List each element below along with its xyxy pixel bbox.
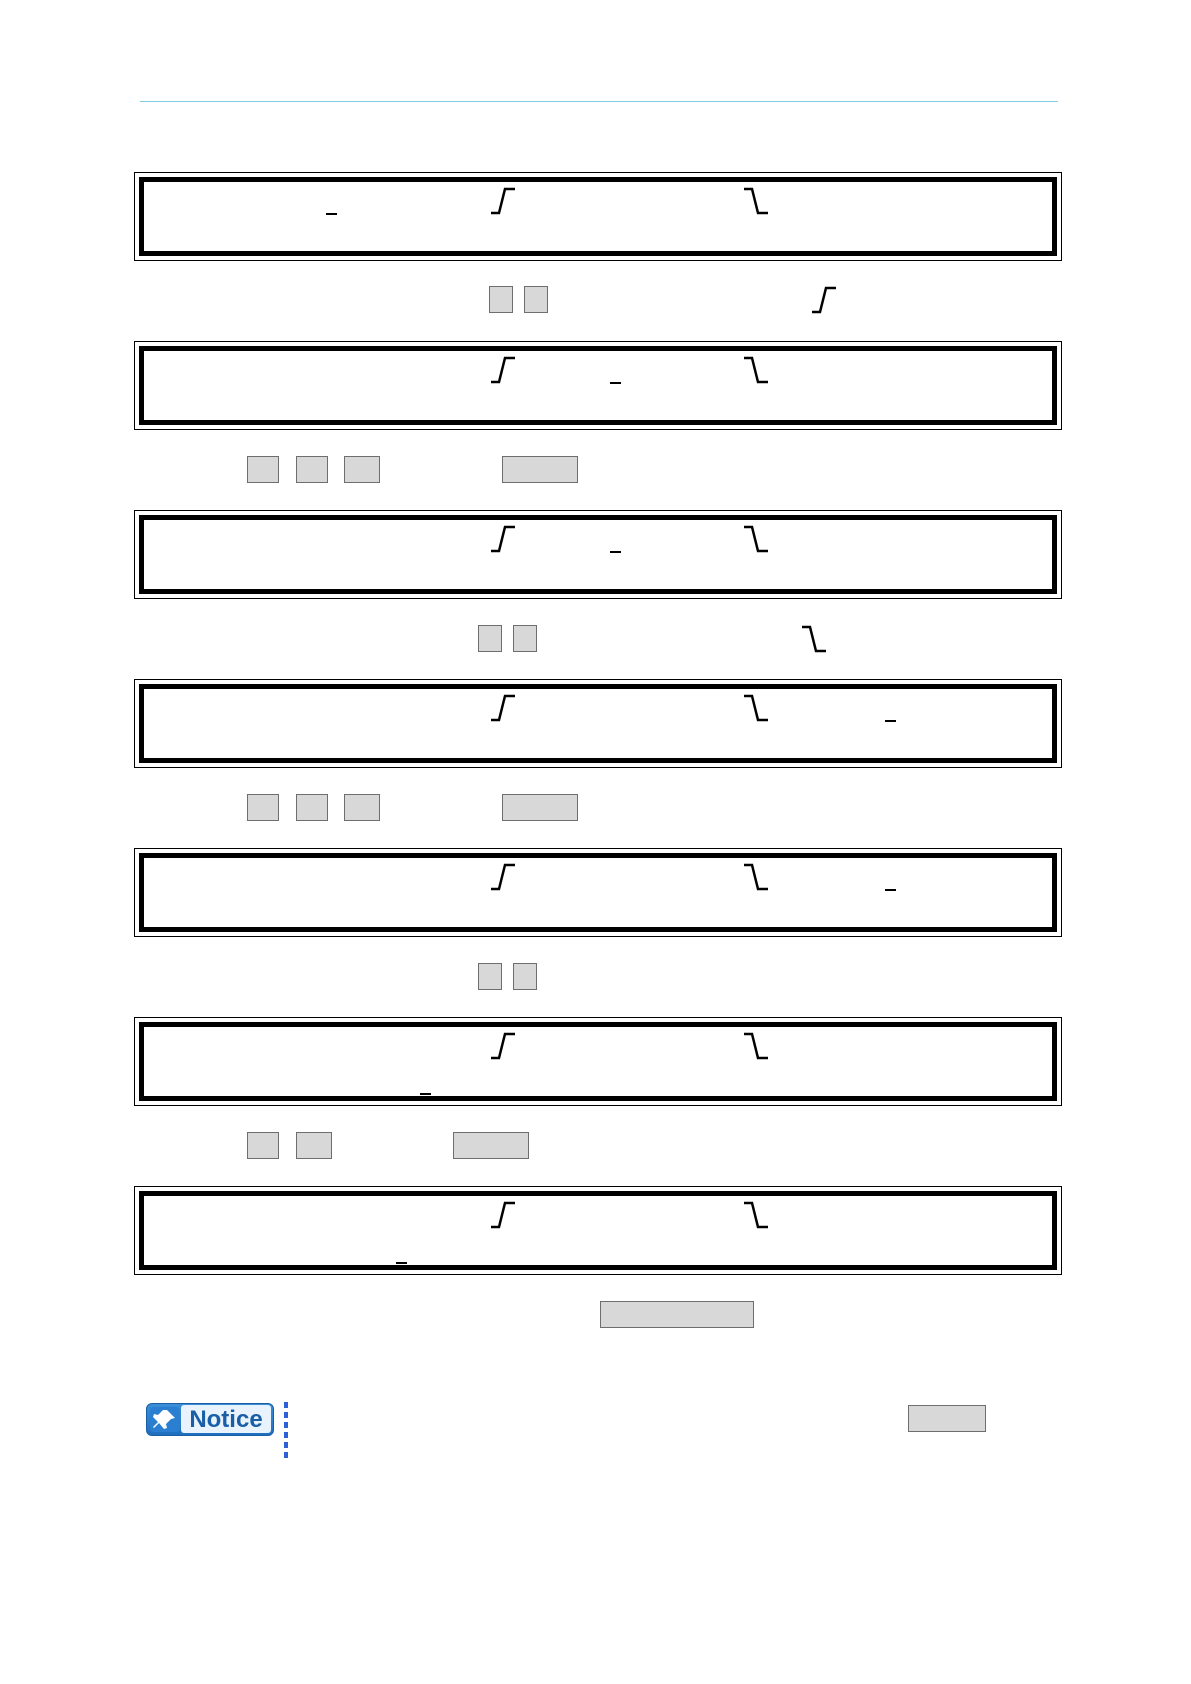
cursor: [396, 1262, 407, 1264]
falling-edge-icon: [742, 1199, 774, 1231]
key[interactable]: [296, 794, 328, 821]
cursor: [885, 889, 896, 891]
falling-edge-icon: [800, 623, 832, 655]
key[interactable]: [247, 1132, 279, 1159]
falling-edge-icon: [742, 185, 774, 217]
rising-edge-icon: [489, 692, 521, 724]
key[interactable]: [489, 286, 513, 313]
key[interactable]: [344, 456, 380, 483]
falling-edge-icon: [742, 1030, 774, 1062]
key[interactable]: [478, 625, 502, 652]
cursor: [610, 551, 621, 553]
key[interactable]: [513, 625, 537, 652]
rising-edge-icon: [489, 1030, 521, 1062]
pin-icon: [150, 1407, 180, 1432]
cursor: [885, 720, 896, 722]
enter-key[interactable]: [502, 456, 578, 483]
key[interactable]: [296, 456, 328, 483]
notice-divider: [284, 1402, 288, 1460]
rising-edge-icon: [489, 354, 521, 386]
lcd-screen-4: [134, 679, 1062, 768]
key[interactable]: [908, 1405, 986, 1432]
cursor: [420, 1093, 431, 1095]
rising-edge-icon: [489, 523, 521, 555]
key[interactable]: [247, 456, 279, 483]
key[interactable]: [296, 1132, 332, 1159]
rising-edge-icon: [489, 1199, 521, 1231]
lcd-screen-6: [134, 1017, 1062, 1106]
lcd-screen-2: [134, 341, 1062, 430]
notice-label: Notice: [181, 1405, 271, 1433]
falling-edge-icon: [742, 861, 774, 893]
wide-key[interactable]: [600, 1301, 754, 1328]
key[interactable]: [247, 794, 279, 821]
key[interactable]: [344, 794, 380, 821]
lcd-screen-7: [134, 1186, 1062, 1275]
cursor: [326, 213, 337, 215]
falling-edge-icon: [742, 354, 774, 386]
lcd-screen-3: [134, 510, 1062, 599]
enter-key[interactable]: [502, 794, 578, 821]
rising-edge-icon: [489, 185, 521, 217]
rising-edge-icon: [810, 284, 842, 316]
lcd-screen-1: [134, 172, 1062, 261]
enter-key[interactable]: [453, 1132, 529, 1159]
key[interactable]: [513, 963, 537, 990]
rising-edge-icon: [489, 861, 521, 893]
falling-edge-icon: [742, 523, 774, 555]
header-rule: [140, 101, 1058, 102]
lcd-screen-5: [134, 848, 1062, 937]
falling-edge-icon: [742, 692, 774, 724]
notice-badge: [146, 1403, 274, 1436]
key[interactable]: [524, 286, 548, 313]
key[interactable]: [478, 963, 502, 990]
cursor: [610, 382, 621, 384]
